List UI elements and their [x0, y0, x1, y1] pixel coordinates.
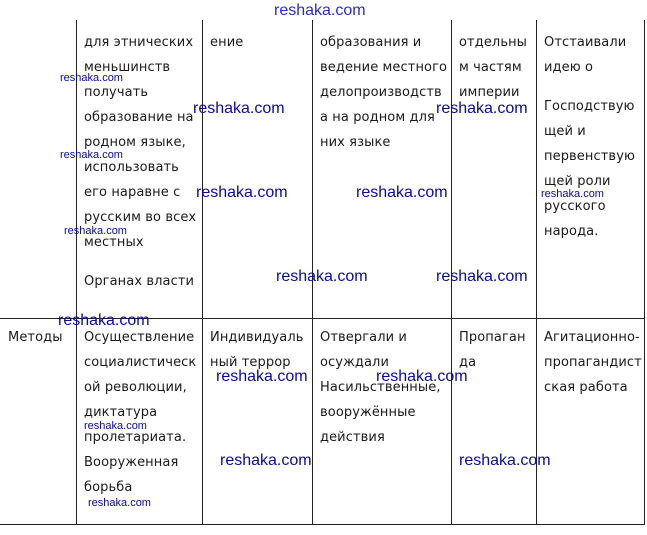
cell-line: социалистическ	[84, 355, 197, 370]
watermark: reshaka.com	[84, 420, 147, 432]
cell-line: диктатура	[84, 405, 158, 420]
cell-line: пролетариата.	[84, 430, 187, 445]
cell-line: делопроизводств	[320, 85, 442, 100]
cell-line: щей и	[544, 124, 586, 139]
cell-line: вооружённые	[320, 405, 416, 420]
column-divider	[536, 20, 537, 525]
cell-line: Насильственные,	[320, 380, 441, 395]
row2-col4-cell	[320, 325, 450, 450]
cell-line: Отстаивали	[544, 35, 627, 50]
row1-col4-cell	[320, 30, 450, 155]
cell-line: ведение местного	[320, 60, 448, 75]
cell-line: местных	[84, 235, 144, 250]
cell-line: отдельны	[459, 35, 528, 50]
cell-line: Агитационно-	[544, 330, 640, 345]
column-divider	[202, 20, 203, 525]
cell-line: действия	[320, 430, 385, 445]
top-watermark: reshaka.com	[274, 2, 366, 19]
cell-line: народа.	[544, 224, 599, 239]
row1-col5-cell	[459, 30, 535, 105]
cell-line: Осуществление	[84, 330, 195, 345]
column-divider	[76, 20, 77, 525]
watermark: reshaka.com	[220, 452, 312, 469]
row1-col3-cell	[210, 30, 310, 55]
row1-col6-cell	[544, 30, 644, 244]
watermark: reshaka.com	[196, 184, 288, 201]
cell-line: осуждали	[320, 355, 390, 370]
cell-line: ой революции,	[84, 380, 187, 395]
cell-line: его наравне с	[84, 185, 181, 200]
cell-line: империи	[459, 85, 520, 100]
cell-line: Господствую	[544, 99, 635, 114]
watermark: reshaka.com	[541, 188, 604, 200]
watermark: reshaka.com	[356, 184, 448, 201]
watermark: reshaka.com	[436, 268, 528, 285]
row2-col6-cell	[544, 325, 644, 400]
cell-line: борьба	[84, 480, 133, 495]
cell-line: них языке	[320, 135, 391, 150]
watermark: reshaka.com	[60, 72, 123, 84]
row-header-methods: Методы	[8, 330, 63, 345]
cell-line: а на родном для	[320, 110, 435, 125]
watermark: reshaka.com	[216, 368, 308, 385]
cell-line: образование на	[84, 110, 194, 125]
cell-line: образования и	[320, 35, 422, 50]
cell-line: русским во всех	[84, 210, 197, 225]
watermark: reshaka.com	[276, 268, 368, 285]
table-bottom-border	[0, 524, 645, 525]
cell-line: первенствую	[544, 149, 636, 164]
cell-line: ный террор	[210, 355, 291, 370]
cell-line: Индивидуаль	[210, 330, 304, 345]
watermark: reshaka.com	[60, 149, 123, 161]
cell-line: идею о	[544, 60, 594, 75]
row2-col5-cell	[459, 325, 535, 375]
cell-line: получать	[84, 85, 149, 100]
watermark: reshaka.com	[376, 368, 468, 385]
cell-line: использовать	[84, 160, 179, 175]
column-divider	[644, 20, 645, 525]
row2-col2-cell	[84, 325, 200, 500]
cell-line: щей роли	[544, 174, 611, 189]
cell-line: м частям	[459, 60, 522, 75]
cell-line: для этнических	[84, 35, 194, 50]
cell-line: Пропаган	[459, 330, 526, 345]
watermark: reshaka.com	[193, 100, 285, 117]
row1-col2-cell	[84, 30, 200, 294]
watermark: reshaka.com	[88, 497, 151, 509]
watermark: reshaka.com	[436, 100, 528, 117]
watermark: reshaka.com	[459, 452, 551, 469]
cell-line: ская работа	[544, 380, 628, 395]
cell-line: ение	[210, 35, 244, 50]
cell-line: Органах власти	[84, 274, 195, 289]
cell-line: Отвергали и	[320, 330, 407, 345]
cell-line: меньшинств	[84, 60, 171, 75]
cell-line: Вооруженная	[84, 455, 179, 470]
cell-line: русского	[544, 199, 606, 214]
cell-line: да	[459, 355, 477, 370]
watermark: reshaka.com	[58, 312, 150, 329]
cell-line: родном языке,	[84, 135, 186, 150]
cell-line: пропагандист	[544, 355, 642, 370]
watermark: reshaka.com	[64, 225, 127, 237]
